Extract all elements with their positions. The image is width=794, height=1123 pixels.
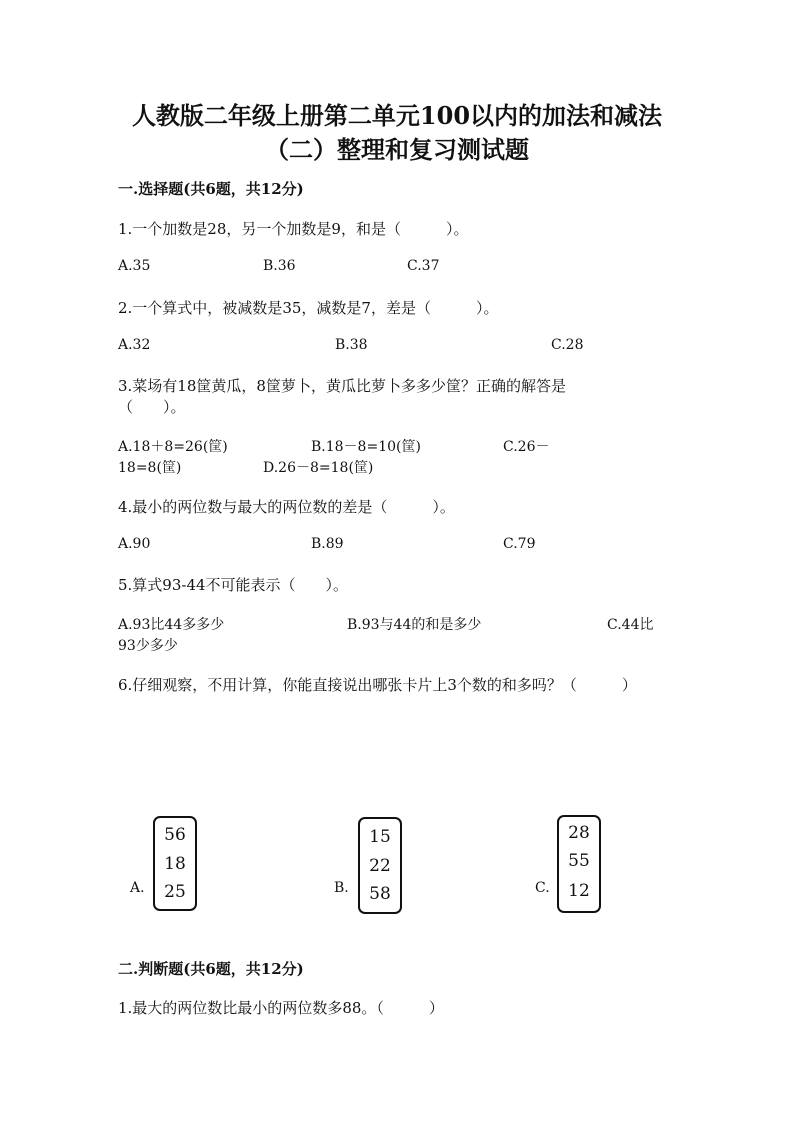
section-heading-true-false: 二.判断题(共6题，共12分) bbox=[118, 960, 304, 978]
q2-option-c[interactable]: C.28 bbox=[551, 337, 584, 353]
question-3-text-line2: （ ）。 bbox=[118, 398, 186, 416]
q2-option-b[interactable]: B.38 bbox=[335, 337, 368, 353]
q4-option-b[interactable]: B.89 bbox=[311, 536, 344, 552]
page-title-line1: 人教版二年级上册第二单元100以内的加法和减法 bbox=[131, 101, 663, 130]
q6-card-b[interactable] bbox=[358, 817, 402, 914]
card-number: 12 bbox=[568, 881, 590, 901]
q1-option-a[interactable]: A.35 bbox=[118, 258, 151, 274]
card-number: 56 bbox=[164, 825, 186, 845]
q5-option-b[interactable]: B.93与44的和是多少 bbox=[347, 617, 482, 633]
q1-option-b[interactable]: B.36 bbox=[263, 258, 296, 274]
card-number: 18 bbox=[164, 854, 186, 874]
question-3-text-line1: 3.菜场有18筐黄瓜，8筐萝卜，黄瓜比萝卜多多少筐？正确的解答是 bbox=[118, 377, 566, 395]
card-number: 25 bbox=[164, 882, 186, 902]
card-number: 28 bbox=[568, 823, 590, 843]
q5-option-c[interactable]: C.44比 bbox=[607, 617, 654, 633]
q6-card-c-label[interactable]: C. bbox=[535, 880, 550, 896]
q5-option-a[interactable]: A.93比44多多少 bbox=[118, 617, 225, 633]
q3-option-a[interactable]: A.18＋8=26(筐) bbox=[118, 439, 228, 455]
q6-card-c[interactable] bbox=[557, 815, 601, 913]
card-number: 58 bbox=[369, 884, 391, 904]
tf-question-1-text: 1.最大的两位数比最小的两位数多88。（ ） bbox=[118, 999, 444, 1017]
section-heading-choice: 一.选择题(共6题，共12分) bbox=[118, 180, 304, 198]
question-6-text: 6.仔细观察，不用计算，你能直接说出哪张卡片上3个数的和多吗？（ ） bbox=[118, 676, 637, 694]
q3-option-b[interactable]: B.18－8=10(筐) bbox=[311, 439, 421, 455]
q3-option-c[interactable]: C.26－ bbox=[503, 439, 550, 455]
q5-option-c-continued: 93少多少 bbox=[118, 638, 178, 654]
q6-card-a-label[interactable]: A. bbox=[130, 880, 145, 896]
card-number: 22 bbox=[369, 856, 391, 876]
q3-option-d[interactable]: D.26－8=18(筐) bbox=[263, 460, 374, 476]
question-1-text: 1.一个加数是28，另一个加数是9，和是（ ）。 bbox=[118, 220, 469, 238]
q1-option-c[interactable]: C.37 bbox=[407, 258, 440, 274]
card-number: 15 bbox=[369, 827, 391, 847]
card-number: 55 bbox=[568, 851, 590, 871]
question-5-text: 5.算式93-44不可能表示（ ）。 bbox=[118, 576, 349, 594]
question-4-text: 4.最小的两位数与最大的两位数的差是（ ）。 bbox=[118, 498, 455, 516]
question-2-text: 2.一个算式中，被减数是35，减数是7，差是（ ）。 bbox=[118, 299, 499, 317]
q4-option-a[interactable]: A.90 bbox=[118, 536, 151, 552]
q6-card-a[interactable] bbox=[153, 816, 197, 911]
q4-option-c[interactable]: C.79 bbox=[503, 536, 536, 552]
q2-option-a[interactable]: A.32 bbox=[118, 337, 151, 353]
q6-card-b-label[interactable]: B. bbox=[334, 880, 349, 896]
q3-option-c-continued: 18=8(筐) bbox=[118, 460, 182, 476]
page-title-line2: （二）整理和复习测试题 bbox=[265, 135, 529, 164]
